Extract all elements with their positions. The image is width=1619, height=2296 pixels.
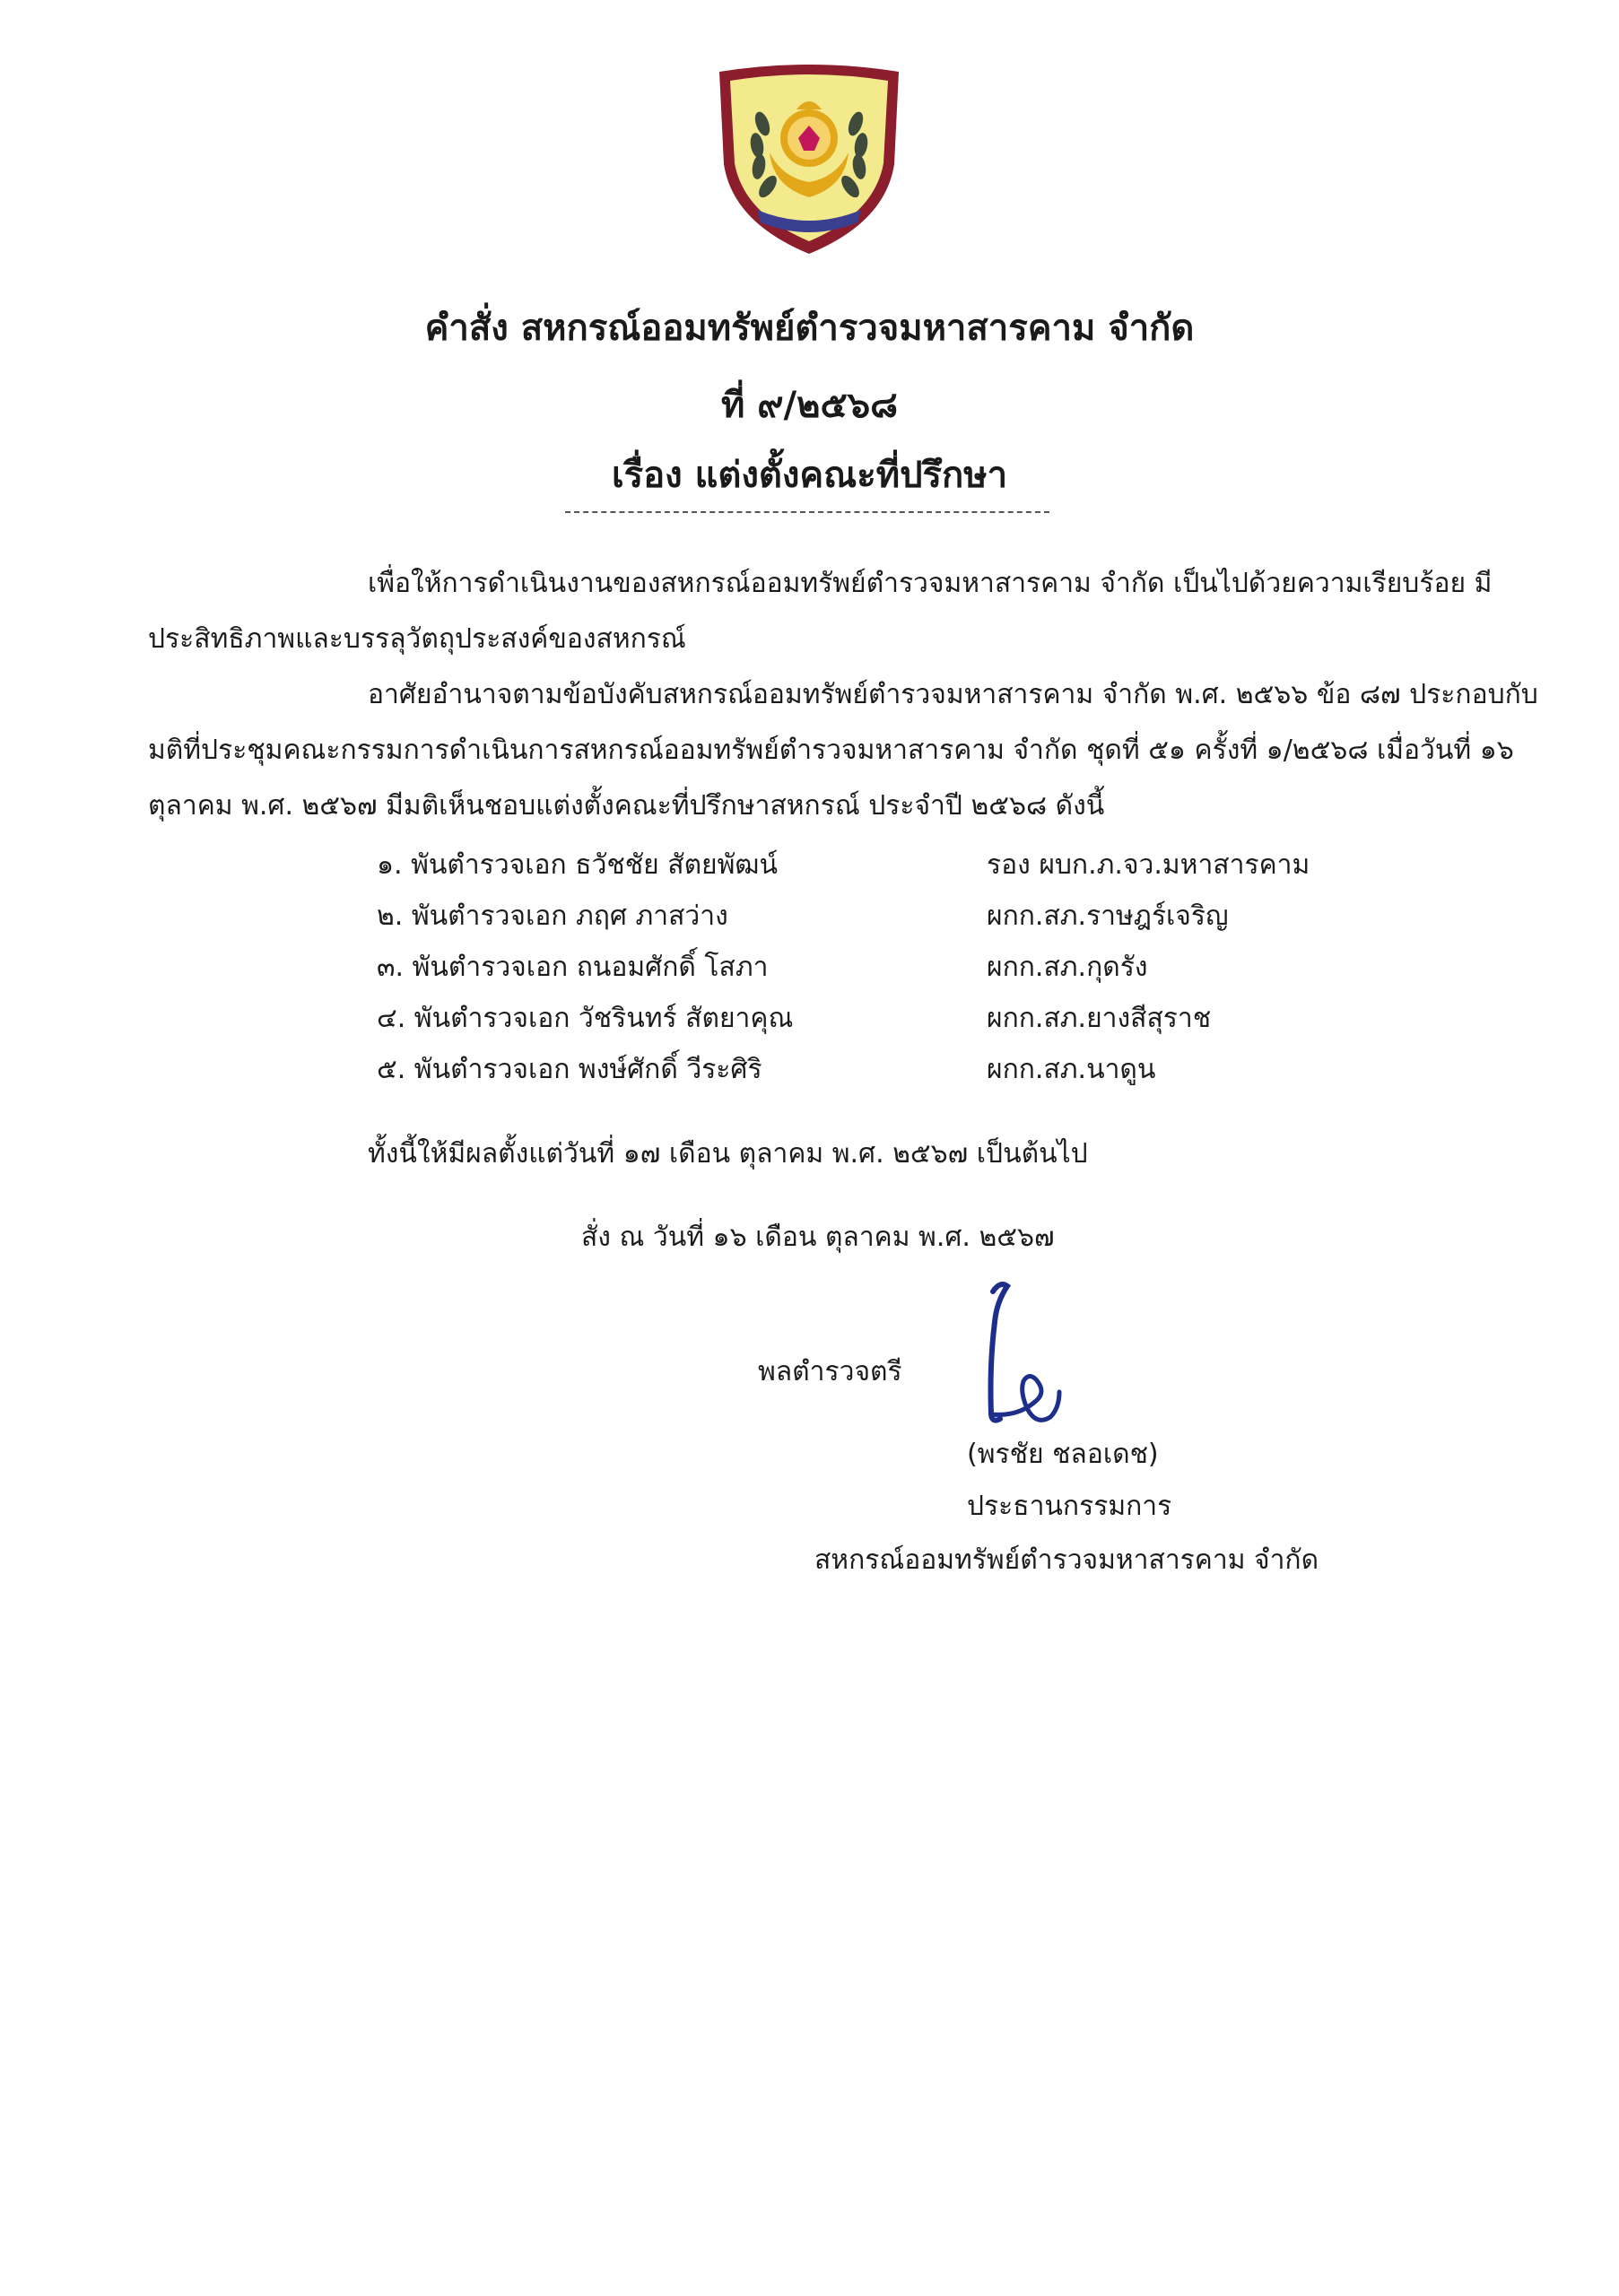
advisor-item [377,897,728,936]
advisor-position: ผกก.สภ.ยางสีสุราช [987,1003,1212,1034]
order-date: สั่ง ณ วันที่ ๑๖ เดือน ตุลาคม พ.ศ. ๒๕๖๗ [581,1222,1055,1253]
order-subject: เรื่อง แต่งตั้งคณะที่ปรึกษา [611,455,1008,496]
advisor-position: ผกก.สภ.นาดูน [987,1054,1156,1085]
advisor-name: พันตำรวจเอก วัชรินทร์ สัตยาคุณ [413,1003,794,1034]
effective-date: ทั้งนี้ให้มีผลตั้งแต่วันที่ ๑๗ เดือน ตุลาคม พ.ศ. ๒๕๖๗ เป็นต้นไป [368,1138,1088,1170]
advisor-number: ๑. [377,849,403,881]
advisor-item [377,1050,762,1090]
advisor-number: ๔. [377,1003,406,1034]
advisor-item [377,948,768,987]
order-number: ที่ ๙/๒๕๖๘ [720,385,899,426]
signer-title: ประธานกรรมการ [967,1491,1172,1522]
order-title: คำสั่ง สหกรณ์ออมทรัพย์ตำรวจมหาสารคาม จำกัด [424,308,1195,349]
signer-rank: พลตำรวจตรี [758,1356,902,1387]
advisor-name: พันตำรวจเอก พงษ์ศักดิ์ วีระศิริ [413,1054,762,1085]
body-paragraph-1: เพื่อให้การดำเนินงานของสหกรณ์ออมทรัพย์ตำรวจมหาสารคาม จำกัด เป็นไปด้วยความเรียบร้อย มีประสิทธิภาพและบรรลุวัตถุประสงค์ของสหกรณ์ [148,568,1493,655]
divider [565,511,1049,513]
signature-icon [973,1266,1081,1432]
advisor-position: ผกก.สภ.กุดรัง [987,952,1148,983]
advisor-number: ๓. [377,952,405,983]
advisor-name: พันตำรวจเอก ถนอมศักดิ์ โสภา [412,952,769,983]
advisor-item [377,999,793,1039]
signer-organization: สหกรณ์ออมทรัพย์ตำรวจมหาสารคาม จำกัด [814,1544,1319,1576]
advisor-position: ผกก.สภ.ราษฎร์เจริญ [987,900,1229,932]
signer-name: (พรชัย ชลอเดช) [967,1439,1159,1470]
advisor-position: รอง ผบก.ภ.จว.มหาสารคาม [987,849,1310,881]
advisor-number: ๒. [377,900,404,932]
advisor-number: ๕. [377,1054,406,1085]
advisor-name: พันตำรวจเอก ภฤศ ภาสว่าง [411,900,728,932]
advisor-item [377,846,778,885]
advisor-name: พันตำรวจเอก ธวัชชัย สัตยพัฒน์ [411,849,779,881]
body-paragraph-2: อาศัยอำนาจตามข้อบังคับสหกรณ์ออมทรัพย์ตำรวจมหาสารคาม จำกัด พ.ศ. ๒๕๖๖ ข้อ ๘๗ ประกอบกับมติที่ประชุมคณะกรรมการดำเนินการสหกรณ์ออมทรัพย์ตำรวจมหาสารคาม จำกัด ชุดที่ ๕๑ ครั้งที่ ๑/๒๕๖๘ เมื่อวันที่ ๑๖ ตุลาคม พ.ศ. ๒๕๖๗ มีมติเห็นชอบแต่งตั้งคณะที่ปรึกษาสหกรณ์ ประจำปี ๒๕๖๘ ดังนี้ [148,679,1538,822]
cooperative-logo-icon [710,52,908,257]
